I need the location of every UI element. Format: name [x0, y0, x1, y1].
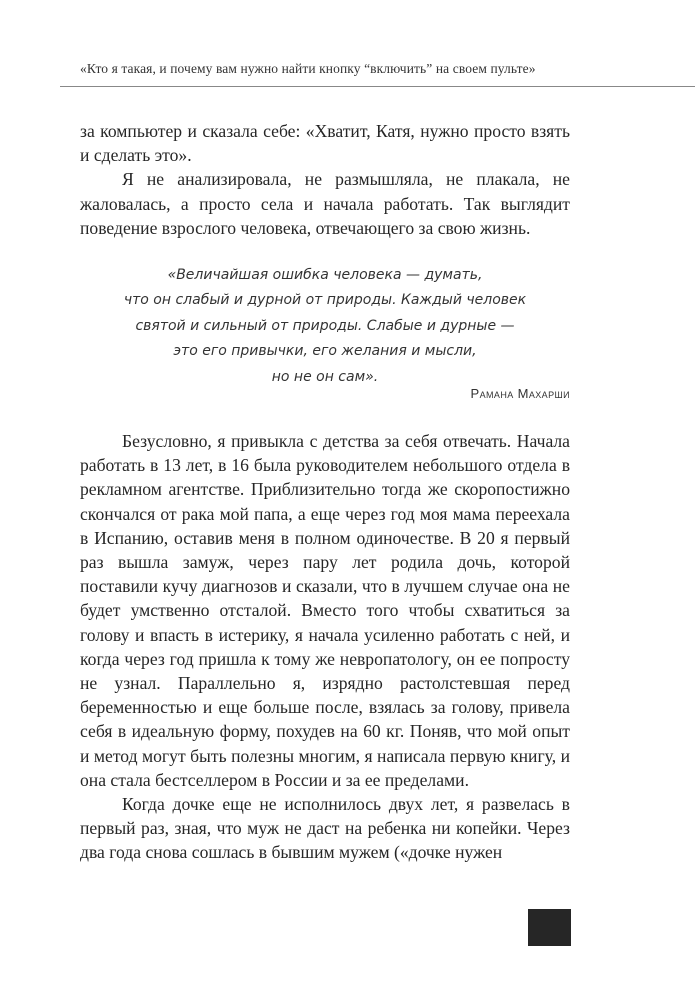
page-edge-marker	[528, 909, 571, 946]
paragraph: Я не анализировала, не размышляла, не плакала, не жаловалась, а просто села и начала работать. Так выглядит поведение взрослого человека, отвечающего за свою жизнь.	[80, 169, 570, 238]
body-text-top	[80, 119, 570, 240]
quote-line: но не он сам».	[271, 368, 379, 385]
epigraph-quote	[80, 263, 570, 390]
paragraph: Безусловно, я привыкла с детства за себя отвечать. Начала работать в 13 лет, в 16 была руководителем небольшого отдела в рекламном агентстве. Приблизительно тогда же скоропостижно скончался от рака мой папа, а еще через год моя мама переехала в Испанию, оставив меня в полном одиночестве. В 20 я первый раз вышла замуж, через пару лет родила дочь, которой поставили кучу диагнозов и сказали, что в лучшем случае она не будет умственно отсталой. Вместо того чтобы схватиться за голову и впасть в истерику, я начала усиленно работать с ней, и когда через год пришла к тому же невропатологу, он ее попросту не узнал. Параллельно я, изрядно растолстевшая перед беременностью и еще больше после, взялась за голову, привела себя в идеальную форму, похудев на 60 кг. Поняв, что мой опыт и метод могут быть полезны многим, я написала первую книгу, и она стала бестселлером в России и за ее пределами.	[80, 431, 570, 790]
quote-line: что он слабый и дурной от природы. Каждый человек	[123, 292, 527, 309]
running-head-title: «Кто я такая, и почему вам нужно найти кнопку “включить” на своем пульте»	[80, 61, 536, 76]
paragraph: за компьютер и сказала себе: «Хватит, Катя, нужно просто взять и сделать это».	[80, 121, 570, 166]
quote-line: «Величайшая ошибка человека — думать,	[167, 267, 483, 283]
body-text-bottom	[80, 429, 570, 865]
quote-author: Рамана Махарши	[470, 386, 570, 401]
quote-line: святой и сильный от природы. Слабые и дурные —	[135, 317, 515, 334]
paragraph: Когда дочке еще не исполнилось двух лет, я развелась в первый раз, зная, что муж не даст на ребенка ни копейки. Через два года снова сошлась в бывшим мужем («дочке нужен	[80, 794, 570, 863]
header-rule	[60, 86, 695, 87]
quote-line: это его привычки, его желания и мысли,	[173, 343, 477, 360]
